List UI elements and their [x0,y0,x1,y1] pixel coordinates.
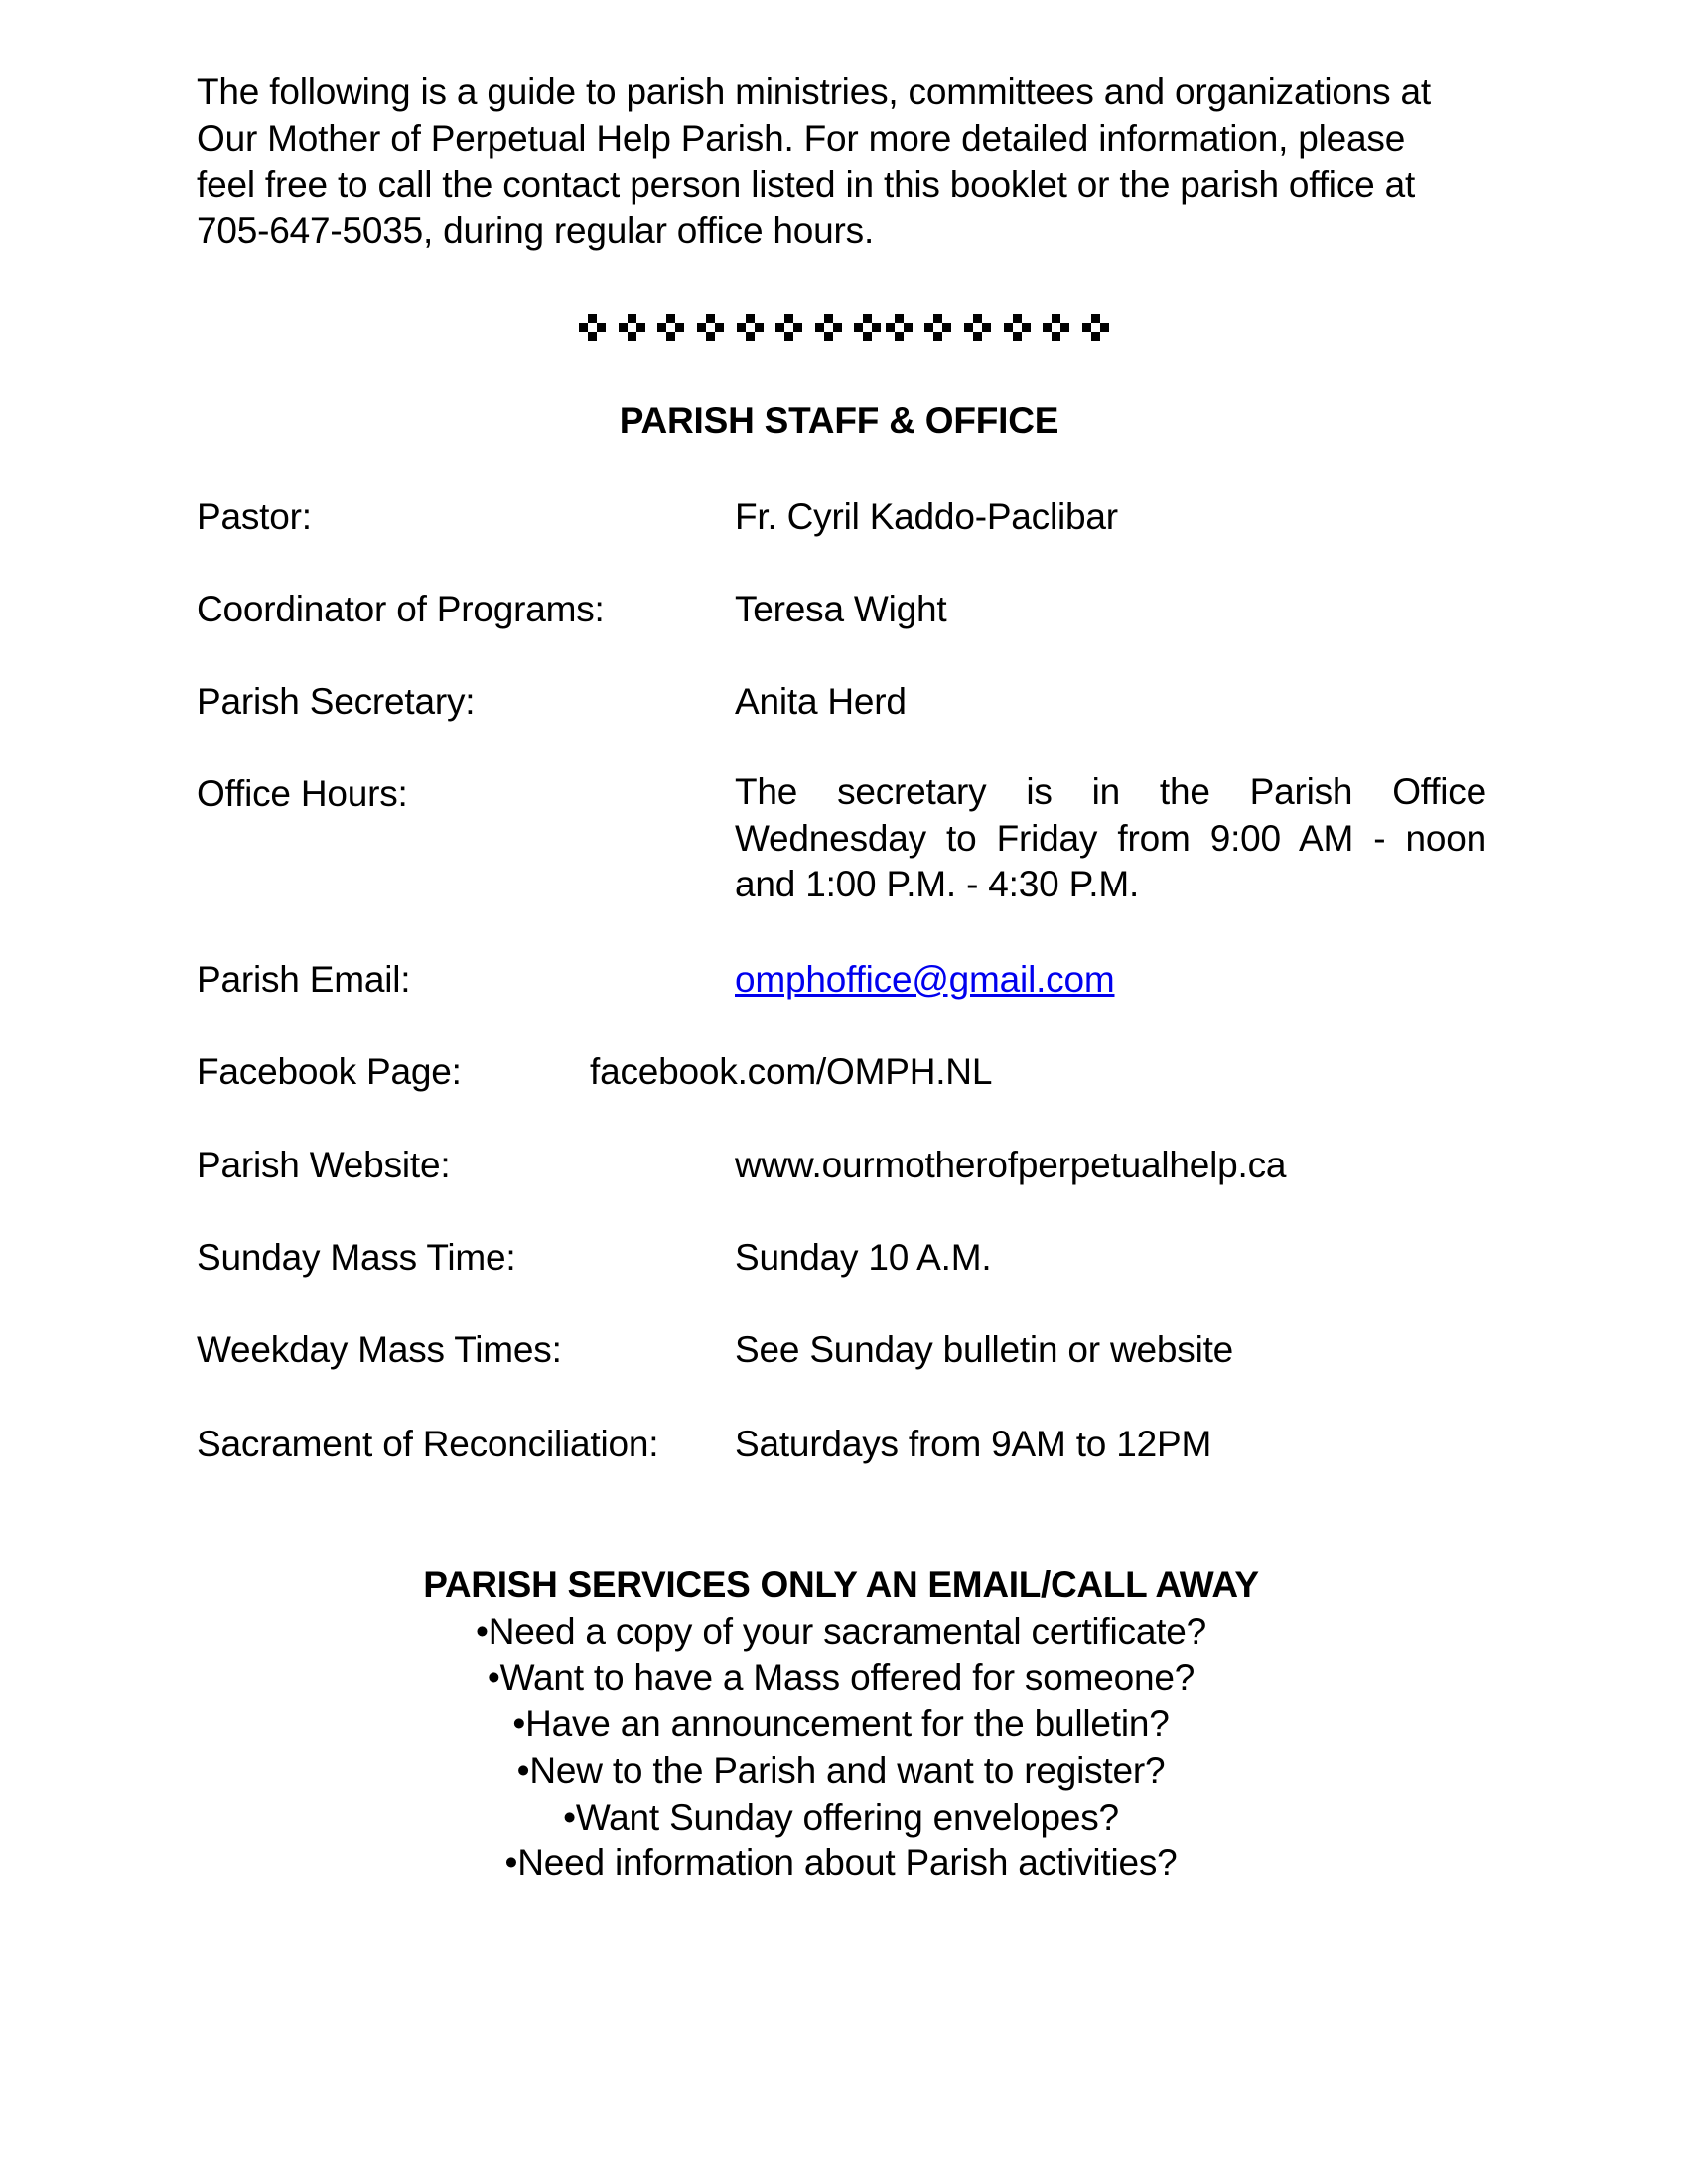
row-label-website: Parish Website: [197,1145,451,1185]
email-link[interactable]: omphoffice@gmail.com [735,959,1115,1000]
office-hours-line: and 1:00 P.M. - 4:30 P.M. [735,864,1140,905]
services-item: •New to the Parish and want to register? [516,1749,1166,1791]
row-value-email [735,959,1114,1001]
intro-line: The following is a guide to parish ministries, committees and organizations at [197,71,1432,112]
office-hours-line: The secretary is in the Parish Office [735,771,1486,812]
diamond-cross-icon [775,314,802,341]
services-item: •Have an announcement for the bulletin? [512,1704,1170,1745]
row-value-secretary: Anita Herd [735,681,907,722]
services-item: •Need a copy of your sacramental certificate? [475,1610,1207,1652]
row-value-website: www.ourmotherofperpetualhelp.ca [735,1145,1287,1185]
row-label-weekday-mass: Weekday Mass Times: [197,1329,562,1370]
diamond-cross-icon [924,314,951,341]
services-section [0,1563,1682,1887]
row-value-office-hours [735,769,1486,908]
diamond-cross-icon [737,314,764,341]
row-value-reconciliation: Saturdays from 9AM to 12PM [735,1424,1212,1464]
diamond-cross-icon [1043,314,1069,341]
intro-line: feel free to call the contact person listed in this booklet or the parish office at [197,164,1416,205]
diamond-cross-icon [697,314,724,341]
diamond-cross-icon [815,314,842,341]
row-value-coordinator: Teresa Wight [735,589,947,629]
intro-line: Our Mother of Perpetual Help Parish. For more detailed information, please [197,117,1406,159]
intro-line-phone: 705-647-5035, during regular office hours. [197,210,875,252]
intro-paragraph [197,69,1487,255]
row-label-pastor: Pastor: [197,496,312,537]
diamond-cross-icon [1082,314,1109,341]
row-label-sunday-mass: Sunday Mass Time: [197,1237,516,1278]
row-value-weekday-mass: See Sunday bulletin or website [735,1329,1234,1370]
diamond-cross-icon [619,314,645,341]
office-hours-line: Wednesday to Friday from 9:00 AM - noon [735,817,1486,859]
row-label-office-hours: Office Hours: [197,773,408,814]
diamond-cross-icon [854,314,881,341]
row-value-facebook: facebook.com/OMPH.NL [590,1051,993,1092]
diamond-cross-icon [886,314,913,341]
row-value-pastor: Fr. Cyril Kaddo-Paclibar [735,496,1118,537]
row-label-email: Parish Email: [197,959,411,1000]
diamond-cross-icon [579,314,606,341]
diamond-cross-icon [964,314,991,341]
diamond-cross-icon [1004,314,1031,341]
services-item: •Want Sunday offering envelopes? [563,1796,1119,1838]
row-label-coordinator: Coordinator of Programs: [197,589,605,629]
services-item: •Want to have a Mass offered for someone? [487,1657,1196,1699]
row-value-sunday-mass: Sunday 10 A.M. [735,1237,992,1278]
services-heading: PARISH SERVICES ONLY AN EMAIL/CALL AWAY [423,1565,1259,1605]
row-label-facebook: Facebook Page: [197,1051,462,1092]
services-item: •Need information about Parish activities? [504,1843,1178,1884]
staff-heading: PARISH STAFF & OFFICE [619,400,1059,441]
row-label-reconciliation: Sacrament of Reconciliation: [197,1424,659,1464]
ornamental-divider [0,314,1688,347]
row-label-secretary: Parish Secretary: [197,681,476,722]
diamond-cross-icon [657,314,684,341]
